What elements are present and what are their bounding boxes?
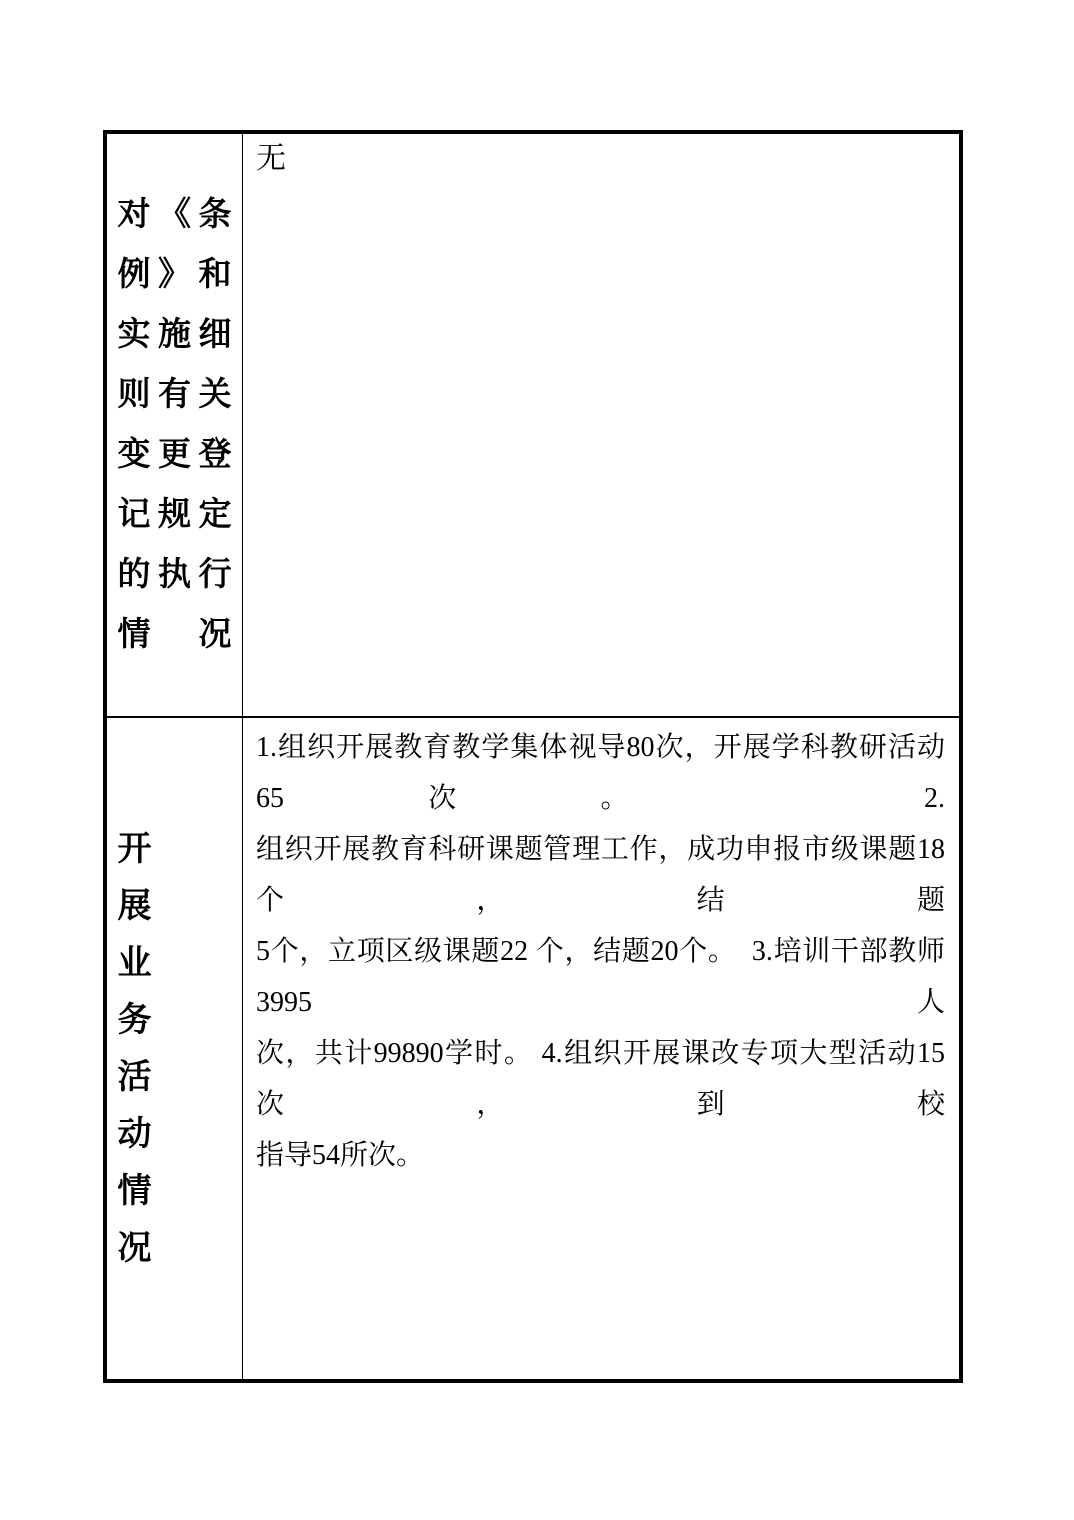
label-line: 则有关 [117,377,232,413]
inspection-form-table [103,130,963,1383]
row-regulation-compliance-label-cell [107,134,243,718]
content-line: 5个，立项区级课题22 个，结题20个。 3.培训干部教师3995人 [256,936,945,1018]
content-line: 组织开展教育科研课题管理工作，成功申报市级课题18个，结题 [256,834,945,916]
row-regulation-compliance-content-cell [243,134,959,718]
content-line: 指导54所次。 [256,1140,425,1171]
label-line: 变更登 [117,437,232,473]
content-line: 无 [256,142,286,175]
label-line: 实施细 [117,317,232,353]
label-char: 况 [117,1229,152,1267]
label-char: 务 [117,1001,152,1039]
row-business-activities-label-cell [107,718,243,1379]
regulation-compliance-label [118,185,232,665]
label-char: 动 [117,1115,152,1153]
label-char: 展 [117,887,152,925]
label-char: 开 [117,830,152,868]
content-line: 1.组织开展教育教学集体视导80次，开展学科教研活动65次。 2. [256,732,945,814]
label-char: 活 [117,1058,152,1096]
business-activities-label [118,821,232,1277]
label-line: 对《条 [117,197,232,233]
label-line: 情 况 [117,617,232,653]
row-business-activities-content-cell [243,718,959,1379]
label-char: 业 [117,944,152,982]
label-line: 例》和 [117,257,232,293]
label-line: 记规定 [117,497,232,533]
label-line: 的执行 [117,557,232,593]
label-char: 情 [117,1172,152,1210]
content-line: 次，共计99890学时。 4.组织开展课改专项大型活动15次，到校 [256,1038,945,1120]
